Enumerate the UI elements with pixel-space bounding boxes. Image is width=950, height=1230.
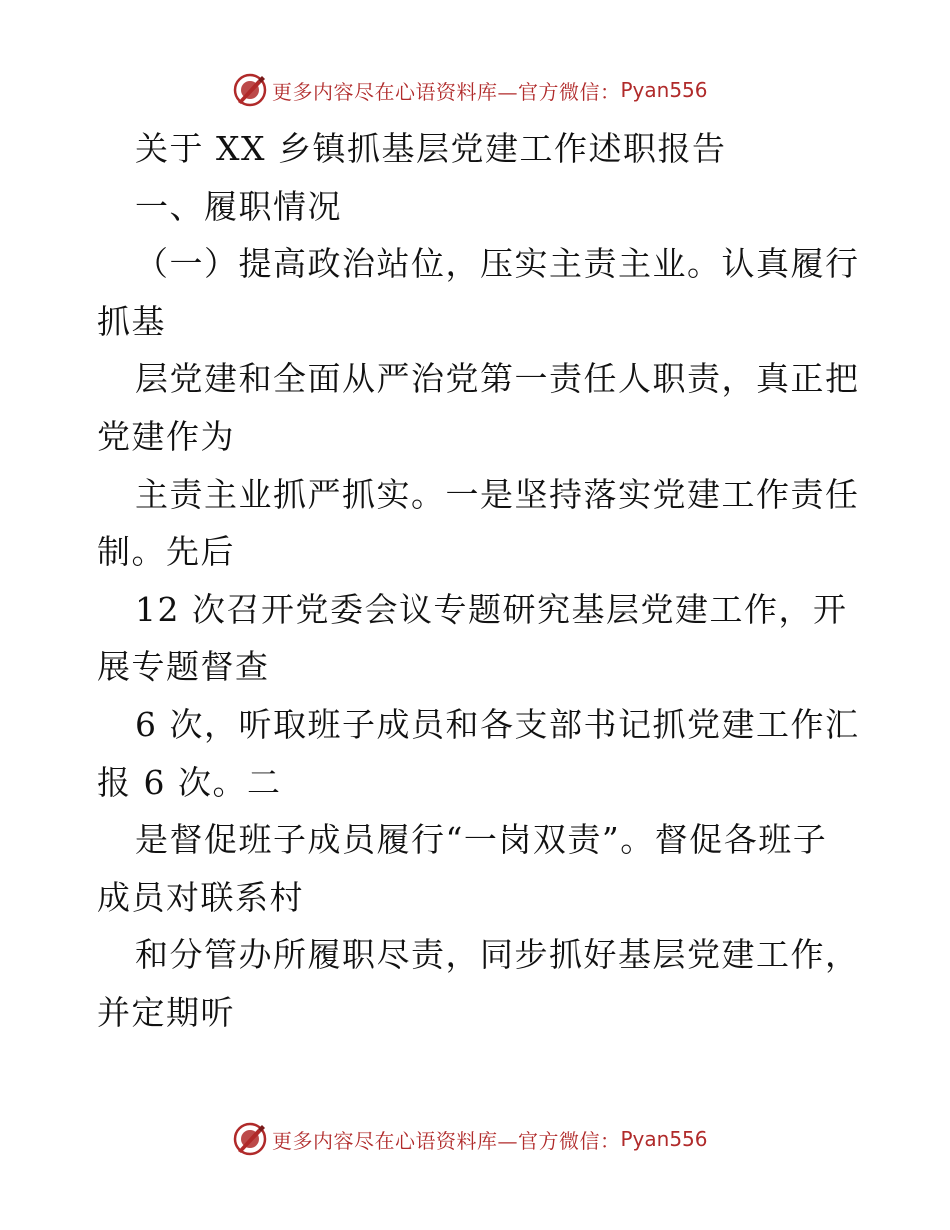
watermark-contact: Pyan556 bbox=[620, 1127, 708, 1151]
paragraph-line: 层党建和全面从严治党第一责任人职责，真正把 bbox=[135, 359, 860, 399]
paragraph-line: 展专题督查 bbox=[97, 647, 270, 687]
pen-circle-logo-icon bbox=[232, 72, 268, 108]
header-watermark bbox=[232, 72, 708, 108]
paragraph-line: 党建作为 bbox=[97, 416, 235, 456]
watermark-text: 更多内容尽在心语资料库—官方微信： bbox=[272, 79, 621, 104]
section-heading: 一、履职情况 bbox=[135, 186, 342, 226]
paragraph-line: 抓基 bbox=[97, 301, 166, 341]
watermark-text: 更多内容尽在心语资料库—官方微信： bbox=[272, 1128, 621, 1153]
paragraph-line: 和分管办所履职尽责，同步抓好基层党建工作， bbox=[135, 935, 860, 975]
doc-title: 关于 XX 乡镇抓基层党建工作述职报告 bbox=[135, 129, 727, 168]
paragraph-line: 12 次召开党委会议专题研究基层党建工作，开 bbox=[135, 589, 848, 629]
paragraph-line: 并定期听 bbox=[97, 992, 235, 1032]
footer-watermark bbox=[232, 1121, 708, 1157]
paragraph-line: 制。先后 bbox=[97, 532, 235, 572]
paragraph-line: 成员对联系村 bbox=[97, 877, 304, 917]
document-body bbox=[97, 120, 860, 1042]
paragraph-line: 是督促班子成员履行“一岗双责”。督促各班子 bbox=[135, 820, 828, 860]
pen-circle-logo-icon bbox=[232, 1121, 268, 1157]
paragraph-line: 6 次，听取班子成员和各支部书记抓党建工作汇 bbox=[135, 704, 860, 744]
paragraph-line: 报 6 次。二 bbox=[97, 762, 282, 802]
paragraph-line: 主责主业抓严抓实。一是坚持落实党建工作责任 bbox=[135, 474, 860, 514]
paragraph-line: （一）提高政治站位，压实主责主业。认真履行 bbox=[135, 244, 860, 284]
watermark-contact: Pyan556 bbox=[620, 78, 708, 102]
